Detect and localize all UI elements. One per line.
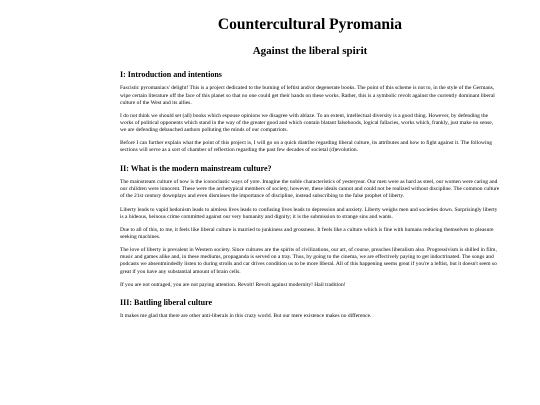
page-subtitle: Against the liberal spirit (252, 44, 368, 57)
paragraph: It makes me glad that there are other anti-liberals in this crazy world. But our mere existence makes no difference. (120, 313, 372, 320)
paragraph: The love of liberty is prevalent in Western society. Since cultures are the spirits of civilizations, our art, of course, preaches liberalism also. Progressivism is shilled in film, music and games alike and, in these mediums, propaganda is served on a tray. Thus, by going to the cinema, we are effectively paying to get indoctrinated. The songs and podcasts we absentmindedly listen to during strolls and car drives condition us to be more liberal. All of this happening seems great if you're a leftist, but it doesn't seem so great if you have any substantial amount of brain cells. (120, 247, 497, 275)
paragraph: I do not think we should set (all) books which espouse opinions we disagree with ablaze. To an extent, intellectual diversity is a good thing. However, by defending the works of political opponents which stand in the way of the greater good and which contain blatant falsehoods, logical fallacies, works which, frankly, just make no sense, we are defending debauched authors polluting the minds of our compatriots. (120, 112, 494, 134)
section-heading-mainstream-culture: II: What is the modern mainstream culture? (120, 163, 272, 173)
paragraph: Before I can further explain what the point of this project is, I will go on a quick diatribe regarding liberal culture, its attributes and how to fight against it. The following sections will serve as a sort of chamber of reflection regarding the past few decades of societal (d)evolution. (120, 140, 492, 154)
paragraph: Fascistic pyromaniacs' delight! This is a project dedicated to the burning of leftist and/or degenerate books. The point of this scheme is not to, in the style of the Germans, wipe certain literature off the face of this planet so that no one could get their hands on these works. Rather, this is a symbolic revolt against the currently dominant liberal culture of the West and its allies. (120, 85, 495, 106)
page-title: Countercultural Pyromania (217, 16, 403, 33)
paragraph: If you are not outraged, you are not paying attention. Revolt! Revolt against modernity! Hail tradition! (120, 281, 346, 288)
section-heading-introduction: I: Introduction and intentions (120, 69, 222, 79)
paragraph: Due to all of this, to me, it feels like liberal culture is married to junkiness and grossness. It feels like a culture which is fine with humans reducing themselves to pleasure seeking machines. (120, 226, 494, 240)
paragraph: Liberty leads to vapid hedonism leads to aimless lives leads to confusing lives leads to depression and anxiety. Liberty weighs men and societies down. Surprisingly liberty is a hideous, heinous crime committed against our very humanity and dignity; it is the submission to strange sins and wants. (120, 206, 498, 220)
paragraph: The mainstream culture of now is the iconoclastic ways of yore. Imagine the noble characteristics of yesteryear. Our men were as hard as steel, our women were caring and our children were innocent. These were the archetypical members of society, however, these ideals cannot and could not be realized without discipline. The common culture of the 21st century downplays and even dismisses the importance of discipline, instead subscribing to the false prophet of liberty. (120, 179, 500, 200)
section-heading-battling-liberal-culture: III: Battling liberal culture (120, 297, 213, 307)
